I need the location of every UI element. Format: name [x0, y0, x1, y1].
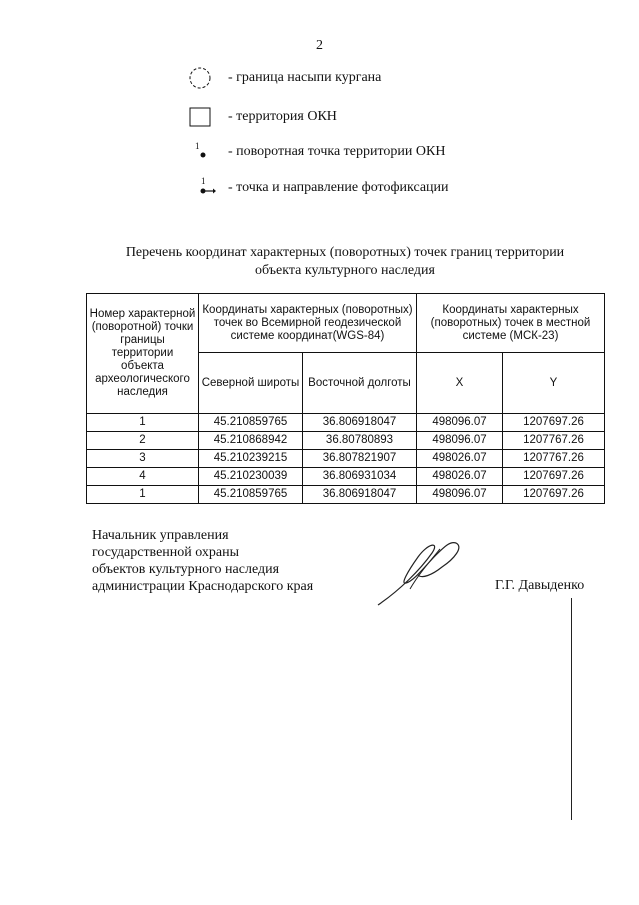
turning-point-icon — [188, 140, 224, 164]
cell-lat: 45.210230039 — [199, 468, 303, 486]
signatory-line-1: Начальник управления — [92, 528, 229, 543]
signatory-line-2: государственной охраны — [92, 545, 240, 560]
header-msk23: Координаты характерных (поворотных) точек в местной системе (МСК-23) — [417, 294, 605, 353]
cell-lat: 45.210859765 — [199, 486, 303, 504]
cell-y: 1207697.26 — [503, 486, 605, 504]
cell-y: 1207697.26 — [503, 468, 605, 486]
subheader-north-latitude: Северной широты — [199, 353, 303, 414]
turning-point-marker: 1 — [195, 141, 200, 151]
signatory-line-3: объектов культурного наследия — [92, 562, 280, 577]
cell-lon: 36.806918047 — [303, 414, 417, 432]
dashed-circle-icon — [188, 66, 224, 90]
photo-direction-icon — [188, 176, 224, 200]
header-wgs84: Координаты характерных (поворотных) точек во Всемирной геодезической системе координат(WGS-84) — [199, 294, 417, 353]
cell-x: 498096.07 — [417, 432, 503, 450]
subheader-x: X — [417, 353, 503, 414]
cell-lon: 36.806931034 — [303, 468, 417, 486]
legend-item-mound-boundary — [188, 66, 381, 90]
subheader-y: Y — [503, 353, 605, 414]
cell-point: 2 — [87, 432, 199, 450]
table-row — [87, 450, 605, 468]
table-row — [87, 468, 605, 486]
legend-text: - поворотная точка территории ОКН — [228, 144, 446, 159]
signatory-line-4: администрации Краснодарского края — [92, 579, 314, 594]
page-number: 2 — [316, 38, 323, 53]
subheader-east-longitude: Восточной долготы — [303, 353, 417, 414]
cell-lat: 45.210859765 — [199, 414, 303, 432]
cell-lat: 45.210868942 — [199, 432, 303, 450]
legend-item-photo-direction — [188, 176, 449, 200]
signatory-title — [92, 527, 313, 595]
coordinates-table — [86, 293, 605, 504]
table-row — [87, 486, 605, 504]
cell-lon: 36.807821907 — [303, 450, 417, 468]
cell-lat: 45.210239215 — [199, 450, 303, 468]
cell-x: 498026.07 — [417, 468, 503, 486]
table-row — [87, 432, 605, 450]
legend-text: - точка и направление фотофиксации — [228, 180, 449, 195]
handwritten-signature — [370, 535, 480, 615]
cell-x: 498096.07 — [417, 414, 503, 432]
table-title-line2: объекта культурного наследия — [255, 263, 435, 278]
cell-x: 498026.07 — [417, 450, 503, 468]
legend-item-turning-point — [188, 140, 445, 164]
margin-line — [571, 598, 572, 820]
table-title-line1: Перечень координат характерных (поворотных) точек границ территории — [125, 245, 565, 260]
cell-point: 1 — [87, 414, 199, 432]
legend-text: - граница насыпи кургана — [228, 70, 382, 85]
cell-point: 3 — [87, 450, 199, 468]
cell-y: 1207767.26 — [503, 432, 605, 450]
cell-point: 4 — [87, 468, 199, 486]
photo-direction-marker: 1 — [201, 176, 206, 186]
table-title — [90, 244, 600, 280]
cell-x: 498096.07 — [417, 486, 503, 504]
signer-name: Г.Г. Давыденко — [495, 578, 585, 593]
legend-item-okn-territory — [188, 105, 337, 129]
cell-lon: 36.80780893 — [303, 432, 417, 450]
legend-text: - территория ОКН — [228, 109, 337, 124]
cell-lon: 36.806918047 — [303, 486, 417, 504]
header-point-number: Номер характерной (поворотной) точки границы территории объекта археологического наследия — [87, 294, 199, 414]
table-row — [87, 414, 605, 432]
cell-point: 1 — [87, 486, 199, 504]
cell-y: 1207697.26 — [503, 414, 605, 432]
cell-y: 1207767.26 — [503, 450, 605, 468]
square-icon — [188, 105, 224, 129]
